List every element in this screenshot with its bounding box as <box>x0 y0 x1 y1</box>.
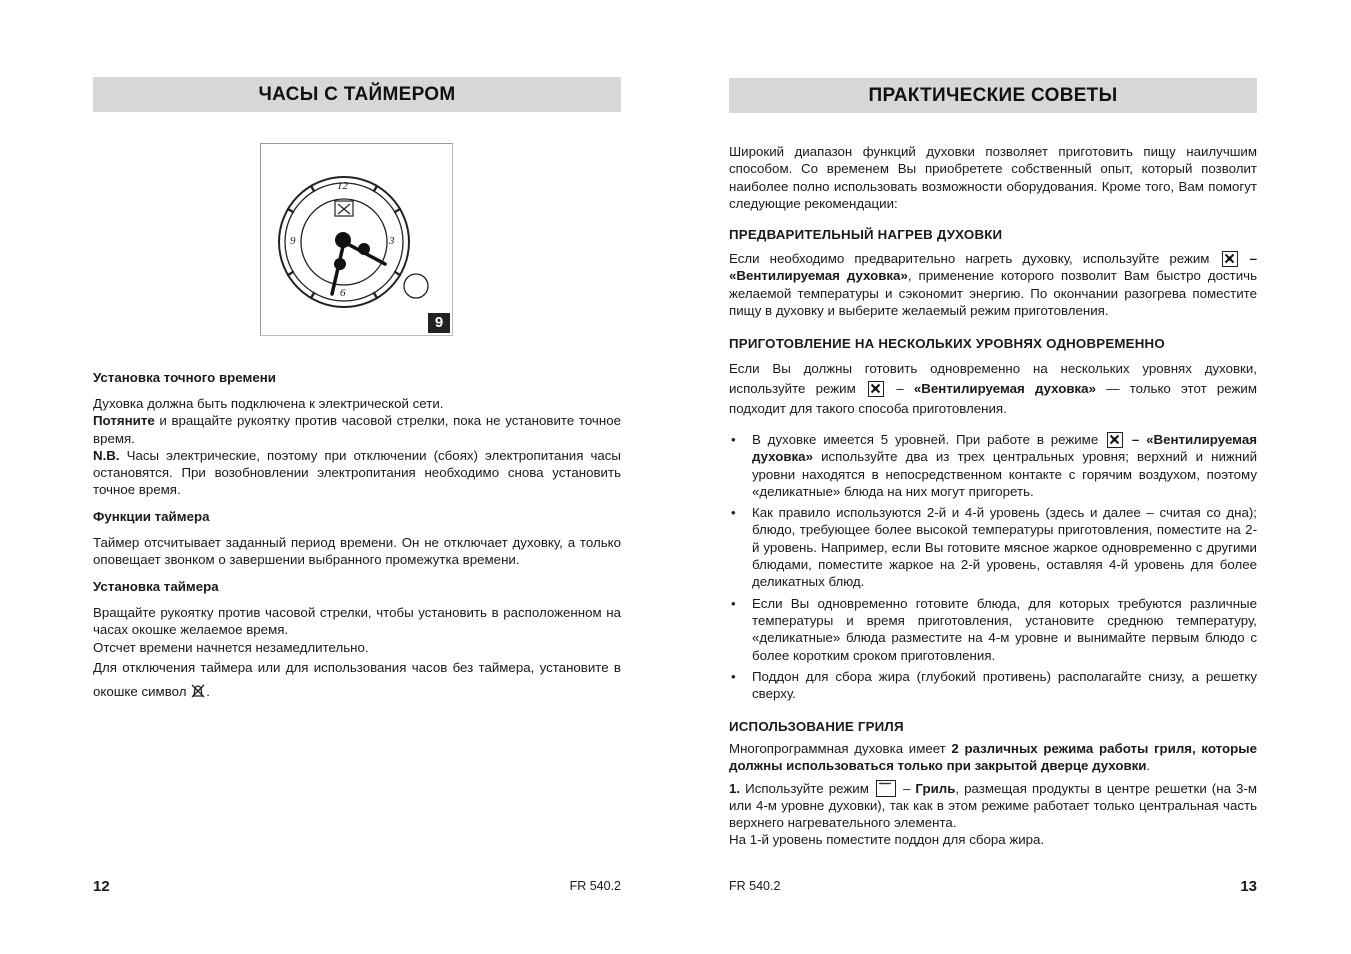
list-item <box>729 431 1257 500</box>
list-item <box>729 504 1257 590</box>
text: – <box>886 381 914 396</box>
text: , размещая продукты в центре решетки (на 3-м или 4-м уровне духовки), так как в этом режиме работает только центральная часть верхнего нагревательного элемента. <box>729 780 1257 831</box>
list-item <box>729 668 1257 703</box>
paragraph: Таймер отсчитывает заданный период времени. Он не отключает духовку, а только оповещает звонком о завершении выбранного промежутка времени. <box>93 535 621 568</box>
section-preheat <box>729 226 1257 319</box>
text: Если Вы одновременно готовите блюда, для которых требуются различные температуры и время приготовления, установите среднюю температуру, «деликатные» блюда разместите на 4-м уровне и вынимайте первым блюдо с более коротким сроком приготовления. <box>752 595 1257 663</box>
section-timer-functions <box>93 508 621 569</box>
section-exact-time <box>93 369 621 499</box>
right-page <box>729 0 1257 954</box>
grill-mode-icon <box>876 780 896 797</box>
bold-text: – «Вентилируемая духовка» <box>752 432 1258 465</box>
text: . <box>206 683 210 699</box>
bullet: • <box>731 505 736 521</box>
text: Многопрограммная духовка имеет <box>729 741 952 756</box>
bullet: • <box>731 595 736 611</box>
dial-numeral-12: 12 <box>337 180 348 192</box>
paragraph <box>729 359 1257 419</box>
text: и вращайте рукоятку против часовой стрелки, пока не установите точное время. <box>93 413 621 446</box>
page-title: ЧАСЫ С ТАЙМЕРОМ <box>93 77 621 112</box>
text: Поддон для сбора жира (глубокий противень) располагайте снизу, а решетку сверху. <box>752 668 1257 702</box>
text: – <box>897 780 916 796</box>
paragraph <box>93 656 621 704</box>
text: В духовке имеется 5 уровней. При работе в режиме <box>752 432 1099 447</box>
text: Часы электрические, поэтому при отключении (сбоях) электропитания часы остановятся. При возобновлении электропитания необходимо снова установить точное время. <box>93 447 621 498</box>
dial-numeral-6: 6 <box>340 287 346 299</box>
bold-text: Гриль <box>915 780 956 796</box>
fan-oven-mode-icon <box>1222 251 1238 267</box>
section-timer-setting <box>93 578 621 704</box>
paragraph <box>729 740 1257 775</box>
section-multilevel <box>729 335 1257 706</box>
text: . <box>1146 758 1151 774</box>
text: Для отключения таймера или для использования часов без таймера, установите в окошке символ <box>93 659 621 699</box>
page-number: 13 <box>1240 878 1257 895</box>
section-heading: Функции таймера <box>93 509 210 524</box>
intro-paragraph: Широкий диапазон функций духовки позволяет приготовить пищу наилучшим способом. Со временем Вы приобретете собственный опыт, который позволит наиболее полно использовать возможности оборудования. Кроме того, Вам помогут следующие рекомендации: <box>729 144 1257 211</box>
paragraph: Духовка должна быть подключена к электрической сети. <box>93 396 444 411</box>
bullet: • <box>731 432 736 447</box>
text: , применение которого позволит Вам быстро достичь желаемой температуры и сэкономит энергию. По окончании разогрева поместите пищу в духовку и выберите желаемый режим приготовления. <box>729 268 1258 318</box>
clock-figure <box>260 143 453 336</box>
page-title: ПРАКТИЧЕСКИЕ СОВЕТЫ <box>729 78 1257 113</box>
section-grill <box>729 718 1257 849</box>
paragraph: Вращайте рукоятку против часовой стрелки, чтобы установить в расположенном на часах окошке желаемое время. <box>93 605 621 638</box>
page-number: 12 <box>93 878 110 895</box>
text: используйте два из трех центральных уровня; верхний и нижний уровни находятся в непосредственном контакте с горячим воздухом, поэтому «деликатные» блюда на них могут пригореть. <box>752 449 1257 499</box>
paragraph: На 1-й уровень поместите поддон для сбора жира. <box>729 832 1045 848</box>
bullet: • <box>731 668 736 684</box>
paragraph: Отсчет времени начнется незамедлительно. <box>93 639 369 655</box>
paragraph <box>93 412 621 447</box>
dial-numeral-9: 9 <box>290 235 296 247</box>
text: Если необходимо предварительно нагреть духовку, используйте режим <box>729 251 1210 266</box>
bell-off-icon <box>190 682 206 699</box>
left-page <box>93 0 621 954</box>
model-label: FR 540.2 <box>569 879 621 893</box>
bold-text: 2 различных режима работы гриля, которые должны использоваться только при закрытой дверце духовки <box>729 741 1257 774</box>
list-item <box>729 595 1257 664</box>
text: Используйте режим <box>740 780 869 796</box>
bold-text: «Вентилируемая духовка» <box>913 381 1096 396</box>
paragraph <box>729 780 1257 832</box>
bold-text: Потяните <box>93 413 155 429</box>
section-heading: ПРИГОТОВЛЕНИЕ НА НЕСКОЛЬКИХ УРОВНЯХ ОДНОВРЕМЕННО <box>729 336 1165 351</box>
bold-text: – «Вентилируемая духовка» <box>729 251 1257 284</box>
text: Если Вы должны готовить одновременно на нескольких уровнях духовки, используйте режим <box>729 361 1257 396</box>
bold-text: 1. <box>729 780 741 796</box>
text: Как правило используются 2-й и 4-й уровень (здесь и далее – считая со дна); блюдо, требующее более высокой температуры приготовления, поместите на 2-й уровень. Например, если Вы готовите мясное жаркое одновременно с другими блюдами, поместите жаркое на 2-й уровень, оставляя 4-й уровень для более деликатных блюд. <box>752 505 1257 590</box>
model-label: FR 540.2 <box>729 879 781 893</box>
figure-number: 9 <box>428 313 450 333</box>
fan-oven-mode-icon <box>868 381 884 397</box>
dial-numeral-3: 3 <box>389 235 395 247</box>
section-heading: Установка таймера <box>93 579 219 594</box>
paragraph <box>93 447 621 499</box>
tips-list <box>729 431 1257 702</box>
bold-text: N.B. <box>93 447 120 463</box>
fan-oven-mode-icon <box>1107 432 1123 448</box>
text: — только этот режим подходит для такого способа приготовления. <box>729 381 1257 416</box>
paragraph <box>729 250 1257 319</box>
section-heading: ПРЕДВАРИТЕЛЬНЫЙ НАГРЕВ ДУХОВКИ <box>729 227 1003 242</box>
section-heading: Установка точного времени <box>93 370 276 385</box>
section-heading: ИСПОЛЬЗОВАНИЕ ГРИЛЯ <box>729 719 904 734</box>
